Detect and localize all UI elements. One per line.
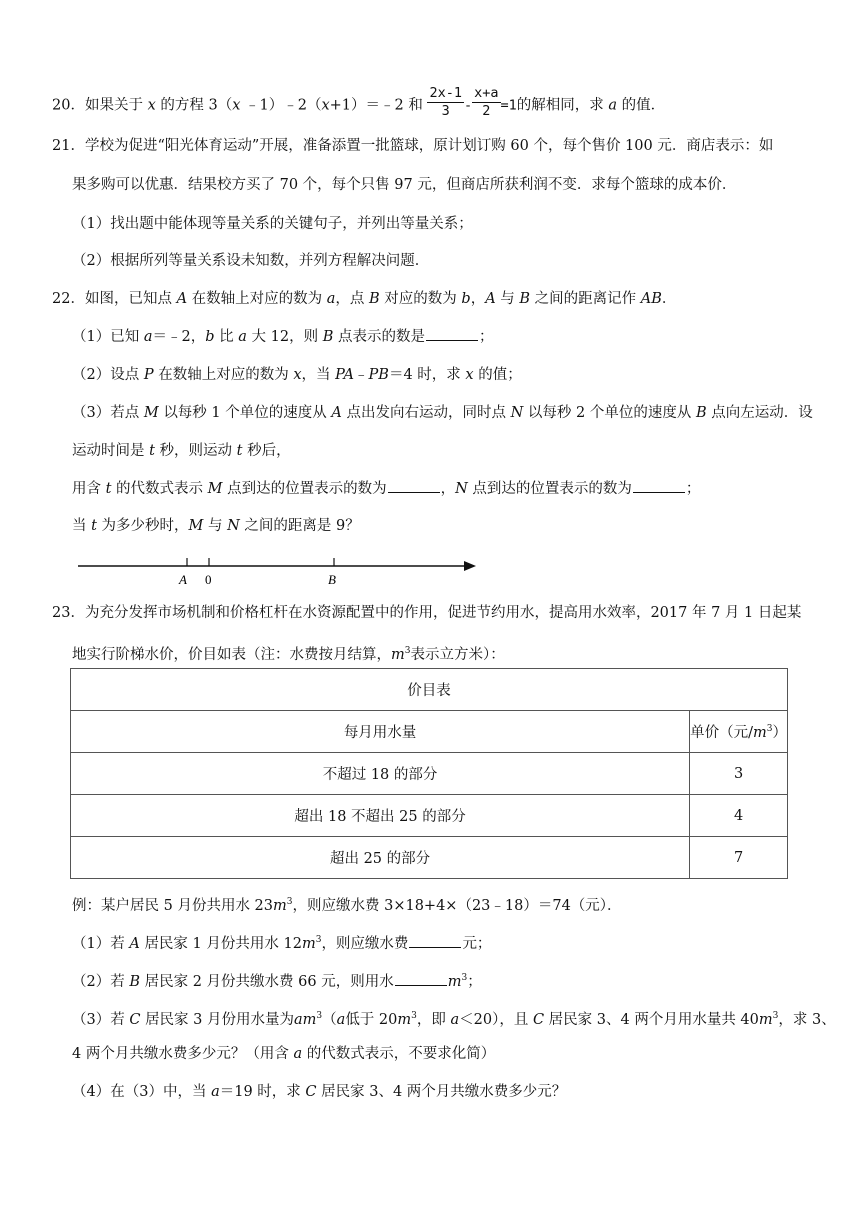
text: 之间的距离是 9？ <box>244 518 360 534</box>
var-m: m <box>447 973 462 990</box>
price-cell: 3 <box>690 753 788 795</box>
q20-line <box>52 85 666 123</box>
var-a: a <box>143 329 153 345</box>
text: 用含 <box>72 481 101 497</box>
q22-sub1 <box>72 327 493 347</box>
q22-sub2 <box>72 365 522 385</box>
text: 4 两个月共缴水费多少元？（用含 <box>72 1046 289 1062</box>
text: 之间的距离记作 <box>534 291 637 307</box>
text: +1）＝﹣2 和 <box>329 97 423 114</box>
text: 当 <box>72 518 87 534</box>
var-m: m <box>302 1011 317 1028</box>
text: 居民家 3、4 两个月用水量共 40 <box>548 1011 759 1028</box>
range-cell: 不超过 18 的部分 <box>71 753 690 795</box>
var-A: A <box>331 405 342 421</box>
text: 点表示的数是 <box>337 329 425 345</box>
text: （ <box>322 1011 337 1028</box>
table-row <box>71 753 788 795</box>
text: ，则应缴水费 <box>321 935 409 952</box>
fraction-denominator: 3 <box>441 103 450 119</box>
q23-sub4 <box>72 1082 566 1102</box>
text: 对应的数为 <box>384 291 457 307</box>
q23-example: 例：某户居民 5 月份共用水 $23m^3$，则应缴水费 3×18+4×（23﹣18）＝74（元）． <box>72 897 622 914</box>
var-M: M <box>207 481 223 497</box>
q23-line1 <box>52 603 801 623</box>
text: 在数轴上对应的数为 <box>158 367 289 383</box>
var-C: C <box>129 1011 141 1028</box>
text: （3）若 <box>72 1011 125 1028</box>
var-b: b <box>461 291 471 307</box>
text: ＝4 时，求 <box>388 367 461 383</box>
equals-one: =1 <box>500 97 517 114</box>
text: （1）若 <box>72 935 125 952</box>
table-row <box>71 795 788 837</box>
text: 如图，已知点 <box>84 291 172 307</box>
label-0: 0 <box>205 572 212 587</box>
fraction-denominator: 2 <box>482 103 491 119</box>
text: ，则应缴水费 3×18+4×（23﹣18）＝74（元）． <box>292 897 622 914</box>
q21-sub2 <box>72 251 429 271</box>
text: 运动时间是 <box>72 443 145 459</box>
var-A: A <box>485 291 496 307</box>
text: 居民家 1 月份共用水 12 <box>144 935 302 952</box>
text: 果多购可以优惠．结果校方买了 70 个，每个只售 97 元，但商店所获利润不变．求每个篮球的成本价． <box>72 177 737 193</box>
text: ； <box>467 973 482 990</box>
text: 以每秒 2 个单位的速度从 <box>527 405 692 421</box>
var-a: a <box>294 1011 303 1028</box>
var-x: x <box>232 97 241 114</box>
text: 例：某户居民 5 月份共用水 23 <box>72 897 274 914</box>
q23-sub3-line2 <box>72 1044 495 1064</box>
var-PA: PA <box>335 367 355 383</box>
answer-blank[interactable] <box>409 935 461 948</box>
var-B: B <box>519 291 531 307</box>
text: 居民家 3 月份用水量为 <box>145 1011 295 1028</box>
price-cell: 4 <box>690 795 788 837</box>
text: ，即 <box>416 1011 446 1028</box>
text: 为充分发挥市场机制和价格杠杆在水资源配置中的作用，促进节约用水，提高用水效率，2017 年 7 月 1 日起某 <box>84 605 802 621</box>
text: ＝19 时，求 <box>219 1084 301 1100</box>
var-t: t <box>91 518 97 534</box>
answer-blank[interactable] <box>426 328 478 341</box>
text: ． <box>661 291 677 307</box>
table-title-row <box>71 669 788 711</box>
var-A: A <box>176 291 188 307</box>
var-x: x <box>321 97 330 114</box>
var-B: B <box>322 329 334 345</box>
text: （1）已知 <box>72 329 140 345</box>
text: （2）根据所列等量关系设未知数，并列方程解决问题． <box>72 253 430 269</box>
q22-line-q <box>72 516 360 536</box>
text: 为多少秒时， <box>101 518 189 534</box>
var-N: N <box>510 405 524 421</box>
text: ， <box>470 291 486 307</box>
text: 点向左运动．设 <box>711 405 813 421</box>
var-P: P <box>143 367 154 383</box>
q21-sub1 <box>72 214 473 234</box>
var-C: C <box>532 1011 545 1028</box>
text: （2）若 <box>72 973 125 990</box>
var-a: a <box>293 1046 303 1062</box>
var-m: m <box>391 646 405 663</box>
text: 的解相同，求 <box>516 97 604 114</box>
text: 低于 20 <box>345 1011 398 1028</box>
header-unit-price: 单价（元$/m^3$） <box>690 711 788 753</box>
q22-sub3 <box>72 403 813 423</box>
var-B: B <box>695 405 707 421</box>
q22-line1 <box>52 289 676 309</box>
var-t: t <box>149 443 155 459</box>
var-a: a <box>450 1011 460 1028</box>
text: 与 <box>500 291 515 307</box>
q22-line-t <box>72 441 291 461</box>
var-m: m <box>273 897 287 914</box>
text: ，点 <box>335 291 365 307</box>
price-cell: 7 <box>690 837 788 879</box>
text: 大 12，则 <box>251 329 319 345</box>
var-m: m <box>301 935 316 952</box>
var-A: A <box>129 935 140 952</box>
text: ﹣ <box>354 367 369 383</box>
var-t: t <box>105 481 112 497</box>
text: （1）找出题中能体现等量关系的关键句子，并列出等量关系； <box>72 216 473 232</box>
q21-line2 <box>72 175 736 195</box>
text: 元； <box>462 935 492 952</box>
range-cell: 超出 18 不超出 25 的部分 <box>71 795 690 837</box>
text: ，求 3、 <box>778 1011 836 1028</box>
text: 的值； <box>478 367 522 383</box>
q23-line2: 地实行阶梯水价，价目如表（注：水费按月结算，$m^3$表示立方米）： <box>72 646 505 663</box>
q23-number: 23． <box>52 605 85 621</box>
q21-line1 <box>52 136 773 156</box>
text: （4）在（3）中，当 <box>72 1084 207 1100</box>
q23-sub1: （1）若 A 居民家 1 月份共用水 $12m^3$，则应缴水费 元； <box>72 935 492 952</box>
q21-number: 21． <box>52 138 85 154</box>
fraction-numerator: 2x-1 <box>429 85 462 101</box>
text: 学校为促进“阳光体育运动”开展，准备添置一批篮球，原计划订购 60 个，每个售价 100 元．商店表示：如 <box>84 138 774 154</box>
price-table <box>70 668 788 879</box>
answer-blank[interactable] <box>633 480 685 493</box>
header-usage: 每月用水量 <box>71 711 690 753</box>
var-N: N <box>227 518 240 534</box>
q20-number: 20． <box>52 97 85 114</box>
text: 表示立方米）： <box>410 646 505 663</box>
text: 与 <box>208 518 223 534</box>
var-m: m <box>397 1011 412 1028</box>
var-a: a <box>238 329 247 345</box>
range-cell: 超出 25 的部分 <box>71 837 690 879</box>
text: 以每秒 1 个单位的速度从 <box>163 405 327 421</box>
q22-number: 22． <box>52 291 85 307</box>
var-M: M <box>188 518 204 534</box>
q22-line-expr <box>72 479 700 499</box>
text: 点出发向右运动，同时点 <box>346 405 506 421</box>
answer-blank[interactable] <box>388 480 440 493</box>
var-m: m <box>758 1011 773 1028</box>
table-title: 价目表 <box>71 669 788 711</box>
text: （3）若点 <box>72 405 140 421</box>
arrow-head-icon <box>464 561 476 571</box>
var-t: t <box>236 443 243 459</box>
fraction-numerator: x+a <box>474 85 499 101</box>
var-a: a <box>326 291 336 307</box>
var-M: M <box>143 405 159 421</box>
text: ） <box>772 725 787 741</box>
text: ＜20），且 <box>459 1011 529 1028</box>
text: 的代数式表示 <box>116 481 204 497</box>
var-AB: AB <box>640 291 662 307</box>
var-PB: PB <box>368 367 389 383</box>
text: 点到达的位置表示的数为 <box>472 481 632 497</box>
var-a: a <box>336 1011 346 1028</box>
text: 秒，则运动 <box>159 443 233 459</box>
var-B: B <box>369 291 380 307</box>
var-b: b <box>205 329 215 345</box>
text: ； <box>478 329 494 345</box>
text: ， <box>440 481 456 497</box>
text: （2）设点 <box>72 367 140 383</box>
q23-sub2: （2）若 B 居民家 2 月份共缴水费 66 元，则用水 $m^3$； <box>72 973 482 990</box>
minus-sign: - <box>463 97 473 114</box>
text: 点到达的位置表示的数为 <box>227 481 387 497</box>
text: 单价（元/ <box>690 725 754 741</box>
var-x: x <box>465 367 474 383</box>
var-m: m <box>753 725 767 741</box>
table-row <box>71 837 788 879</box>
var-x: x <box>147 97 156 114</box>
text: 如果关于 <box>84 97 143 114</box>
text: 在数轴上对应的数为 <box>191 291 323 307</box>
text: 的值． <box>621 97 666 114</box>
var-a: a <box>211 1084 220 1100</box>
text: ﹣1）﹣2（ <box>240 97 322 114</box>
text: 比 <box>219 329 234 345</box>
text: 秒后， <box>247 443 291 459</box>
answer-blank[interactable] <box>395 973 447 986</box>
text: ； <box>685 481 701 497</box>
number-line-diagram <box>74 554 484 590</box>
text: 居民家 3、4 两个月共缴水费多少元？ <box>321 1084 567 1100</box>
var-x: x <box>293 367 302 383</box>
label-B: B <box>328 572 336 587</box>
var-C: C <box>305 1084 317 1100</box>
text: ＝﹣2， <box>152 329 206 345</box>
text: 居民家 2 月份共缴水费 66 元，则用水 <box>144 973 394 990</box>
label-A: A <box>179 572 187 587</box>
q23-sub3: （3）若 C 居民家 3 月份用水量为$am^3(a$低于 $20m^3$，即 a＜20），且 C 居民家 3、4 两个月用水量共 $40m^3$，求 3、 <box>72 1011 836 1028</box>
text: 的方程 3（ <box>160 97 233 114</box>
text: 地实行阶梯水价，价目如表（注：水费按月结算， <box>72 646 391 663</box>
var-B: B <box>129 973 140 990</box>
fraction-1 <box>427 85 464 120</box>
text: ，当 <box>301 367 331 383</box>
var-a: a <box>608 97 618 114</box>
text: 的代数式表示，不要求化简） <box>306 1046 496 1062</box>
table-header-row <box>71 711 788 753</box>
fraction-2 <box>472 85 500 120</box>
var-N: N <box>455 481 468 497</box>
